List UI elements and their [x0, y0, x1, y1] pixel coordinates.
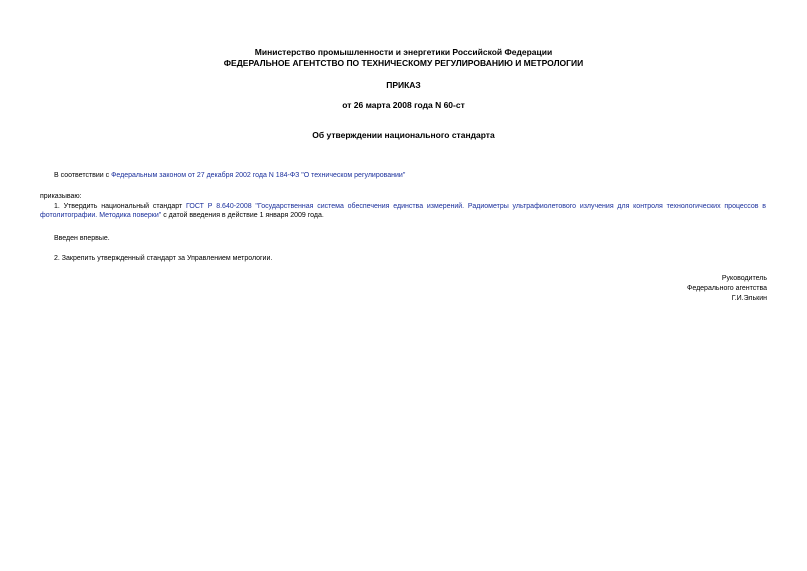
intro-paragraph — [54, 171, 405, 180]
introduced-note: Введен впервые. — [54, 235, 110, 242]
document-subject: Об утверждении национального стандарта — [312, 130, 495, 140]
item-1-paragraph — [40, 202, 766, 220]
agency-title: ФЕДЕРАЛЬНОЕ АГЕНТСТВО ПО ТЕХНИЧЕСКОМУ РЕГУЛИРОВАНИЮ И МЕТРОЛОГИИ — [223, 58, 584, 68]
ministry-title: Министерство промышленности и энергетики Российской Федерации — [254, 47, 553, 57]
document-type: ПРИКАЗ — [386, 80, 421, 90]
signature-position: Руководитель — [721, 275, 767, 282]
item-1-prefix: 1. Утвердить национальный стандарт — [54, 203, 186, 210]
signature-name: Г.И.Элькин — [731, 295, 767, 302]
federal-law-link[interactable]: Федеральным законом от 27 декабря 2002 года N 184-ФЗ "О техническом регулировании" — [111, 172, 406, 179]
signature-agency: Федерального агентства — [687, 285, 767, 292]
item-2-paragraph: 2. Закрепить утвержденный стандарт за Управлением метрологии. — [54, 255, 273, 262]
item-1-suffix: с датой введения в действие 1 января 2009 года. — [161, 212, 324, 219]
gost-standard-link[interactable]: ГОСТ Р 8.640-2008 "Государственная система обеспечения единства измерений. Радиометры ультрафиолетового излучения для контроля технологических процессов в фотолитографии. Методика поверки" — [40, 203, 767, 219]
order-word: приказываю: — [40, 193, 82, 200]
document-date: от 26 марта 2008 года N 60-ст — [342, 100, 465, 110]
signature-block — [567, 274, 767, 304]
intro-prefix: В соответствии с — [54, 172, 112, 179]
